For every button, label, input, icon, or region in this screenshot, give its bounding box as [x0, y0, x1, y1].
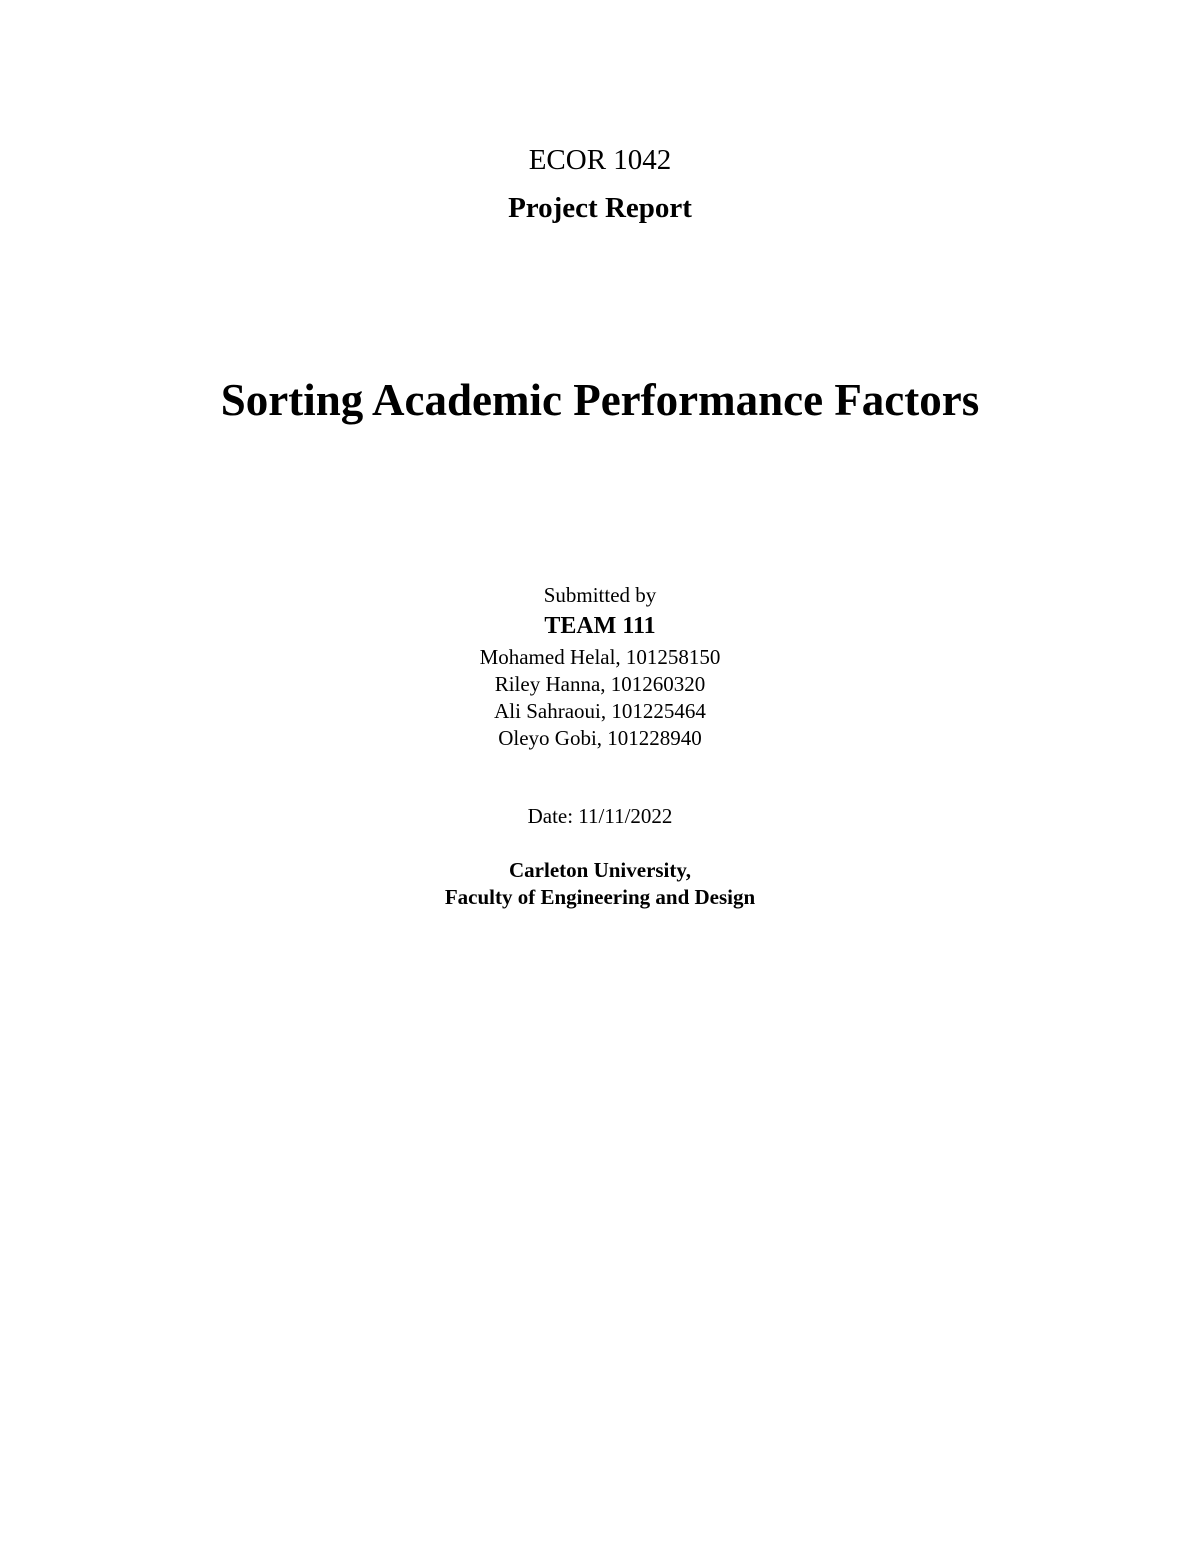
report-type: Project Report: [508, 192, 692, 224]
team-member: Riley Hanna, 101260320: [494, 672, 706, 696]
page-title: Sorting Academic Performance Factors: [220, 375, 980, 425]
team-member: Mohamed Helal, 101258150: [479, 645, 721, 669]
course-code: ECOR 1042: [528, 144, 672, 176]
submission-date: Date: 11/11/2022: [527, 804, 673, 828]
faculty-name: Faculty of Engineering and Design: [444, 885, 756, 909]
team-member: Ali Sahraoui, 101225464: [494, 699, 706, 723]
university-name: Carleton University,: [509, 858, 691, 882]
team-member-list: [0, 644, 1200, 752]
team-member: Oleyo Gobi, 101228940: [498, 726, 702, 750]
team-name: TEAM 111: [544, 613, 656, 639]
submitted-by-label: Submitted by: [543, 583, 657, 607]
